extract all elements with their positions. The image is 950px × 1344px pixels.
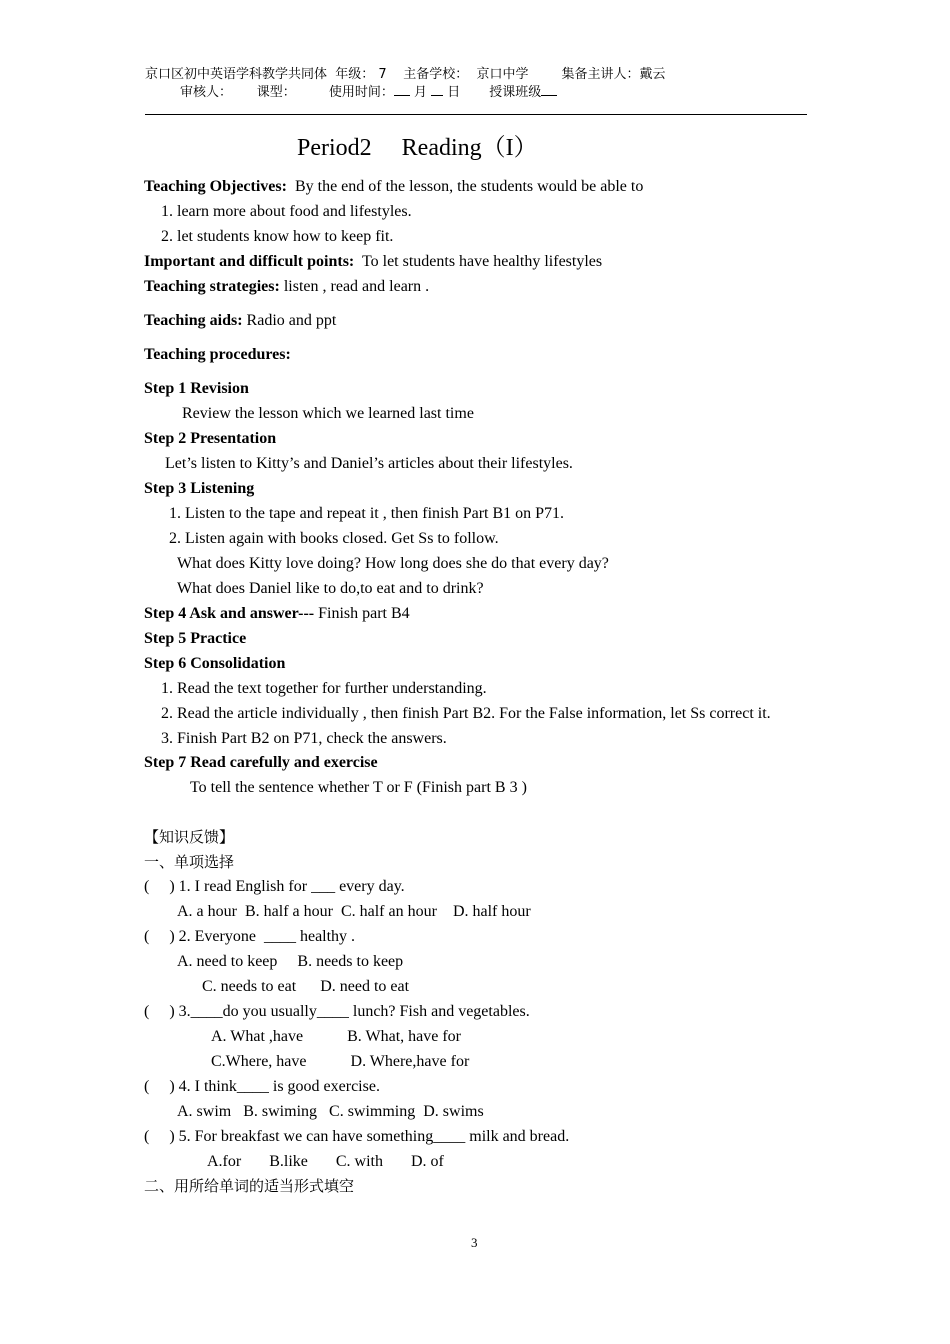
step-line: To tell the sentence whether T or F (Finish part B 3 ): [190, 779, 527, 796]
strategies-text: listen , read and learn .: [279, 278, 430, 295]
section-heading: 二、用所给单词的适当形式填空: [144, 1177, 355, 1195]
header-day: 日: [447, 85, 461, 100]
procedures-heading: Teaching procedures:: [144, 346, 291, 363]
header-divider: [145, 114, 807, 115]
question-options: A. a hour B. half a hour C. half an hour D. half hour: [177, 903, 531, 920]
question-stem: ( ) 2. Everyone ____ healthy .: [144, 928, 356, 945]
question-stem: ( ) 5. For breakfast we can have something____ milk and bread.: [144, 1128, 570, 1145]
objective-item: 2. let students know how to keep fit.: [161, 228, 394, 245]
question-options: C. needs to eat D. need to eat: [202, 978, 410, 995]
step-title: Step 2 Presentation: [144, 430, 277, 447]
step-line: Let’s listen to Kitty’s and Daniel’s articles about their lifestyles.: [165, 455, 573, 472]
header-month: 月: [414, 85, 428, 100]
question-options: A. swim B. swiming C. swimming D. swims: [177, 1103, 484, 1120]
section-heading: 一、单项选择: [144, 853, 235, 871]
objectives-text: By the end of the lesson, the students would be able to: [286, 178, 644, 195]
step-line: What does Daniel like to do,to eat and to drink?: [177, 580, 484, 597]
step-line: 3. Finish Part B2 on P71, check the answers.: [161, 730, 447, 747]
objectives-line: [144, 177, 643, 197]
aids-text: Radio and ppt: [242, 312, 337, 329]
step-title: Step 1 Revision: [144, 380, 249, 397]
step-title: Step 4 Ask and answer--- Finish part B4: [144, 605, 410, 622]
points-text: To let students have healthy lifestyles: [354, 253, 603, 270]
header-line-1: 京口区初中英语学科教学共同体 年级： 7 主备学校： 京口中学 集备主讲人：戴云: [145, 67, 666, 82]
points-line: [144, 252, 602, 272]
feedback-heading: 【知识反馈】: [144, 828, 235, 846]
question-options: A. need to keep B. needs to keep: [177, 953, 404, 970]
aids-line: [144, 311, 336, 331]
page-title: Period2 Reading（I）: [297, 135, 538, 161]
objective-item: 1. learn more about food and lifestyles.: [161, 203, 412, 220]
strategies-label: Teaching strategies:: [144, 278, 280, 295]
step-line: 2. Read the article individually , then finish Part B2. For the False information, let Ss correct it.: [161, 705, 771, 722]
question-options: C.Where, have D. Where,have for: [211, 1053, 470, 1070]
page-number: 3: [471, 1235, 478, 1250]
question-options: A. What ,have B. What, have for: [211, 1028, 462, 1045]
question-stem: ( ) 1. I read English for ___ every day.: [144, 878, 405, 895]
objectives-label: Teaching Objectives:: [144, 178, 287, 195]
step-title: Step 5 Practice: [144, 630, 247, 647]
question-stem: ( ) 4. I think____ is good exercise.: [144, 1078, 380, 1095]
step-title: Step 3 Listening: [144, 480, 255, 497]
header-line-2-labels: 审核人： 课型： 使用时间：: [180, 85, 394, 100]
header-line-2: [180, 83, 557, 101]
step-line: Review the lesson which we learned last time: [182, 405, 474, 422]
strategies-line: [144, 277, 429, 297]
step-line: 1. Read the text together for further understanding.: [161, 680, 487, 697]
step-line: What does Kitty love doing? How long does she do that every day?: [177, 555, 609, 572]
question-options: A.for B.like C. with D. of: [207, 1153, 444, 1170]
step-line: 2. Listen again with books closed. Get Ss to follow.: [169, 530, 499, 547]
step-title: Step 7 Read carefully and exercise: [144, 754, 378, 771]
aids-label: Teaching aids:: [144, 312, 243, 329]
header-class: 授课班级: [489, 85, 542, 100]
question-stem: ( ) 3.____do you usually____ lunch? Fish and vegetables.: [144, 1003, 530, 1020]
step-title: Step 6 Consolidation: [144, 655, 286, 672]
step-line: 1. Listen to the tape and repeat it , then finish Part B1 on P71.: [169, 505, 565, 522]
points-label: Important and difficult points:: [144, 253, 355, 270]
